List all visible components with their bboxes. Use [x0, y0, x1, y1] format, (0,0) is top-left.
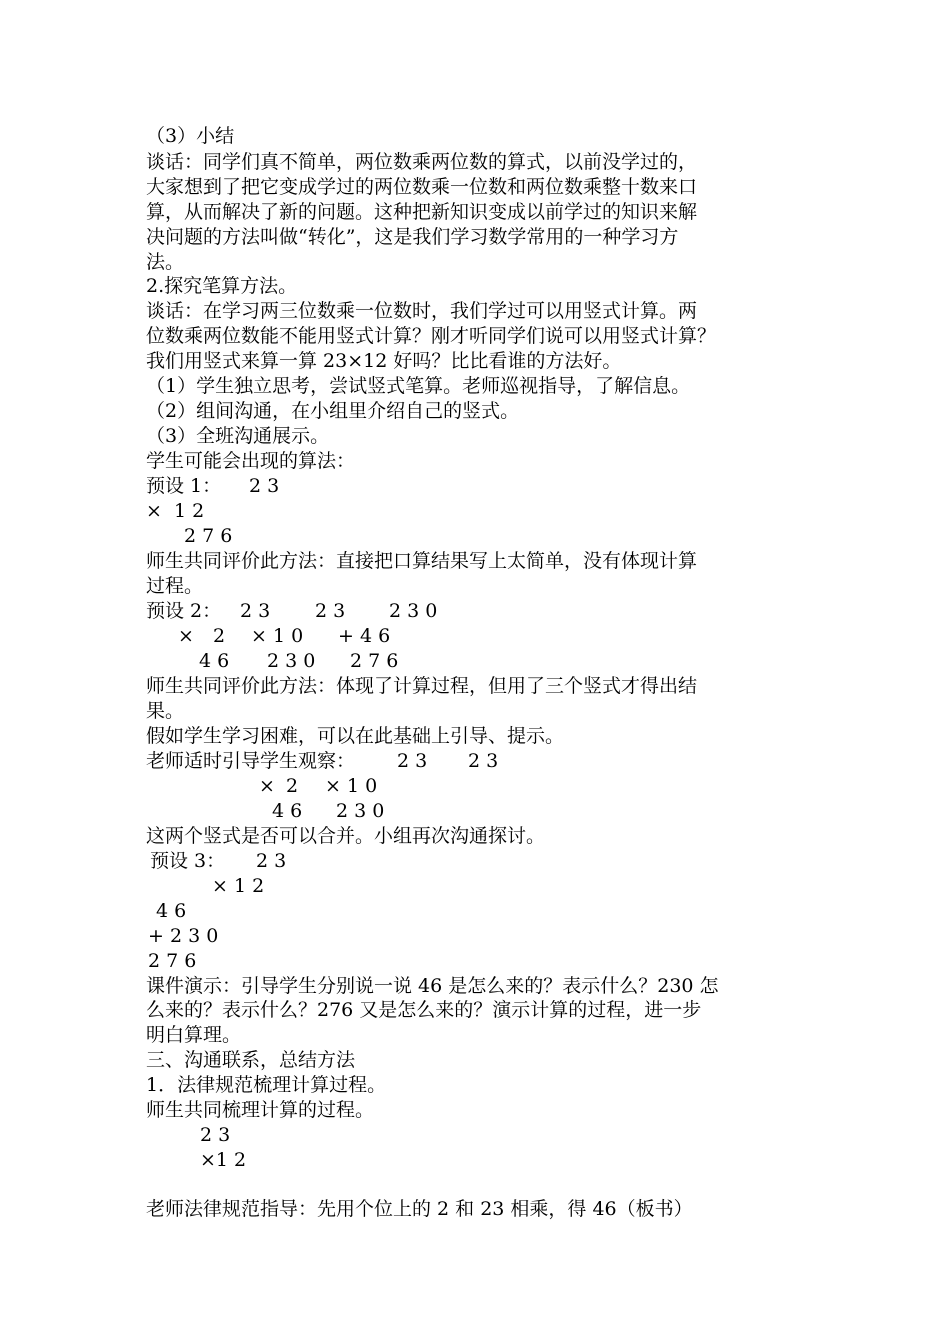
label: 预设 1：	[146, 475, 222, 497]
math: ×	[259, 775, 275, 797]
text-line: （3）全班沟通展示。	[146, 425, 330, 447]
math: × 1 2	[212, 875, 265, 897]
text-line: 2.探究笔算方法。	[146, 275, 298, 297]
text-line: （1）学生独立思考，尝试竖式笔算。老师巡视指导，了解信息。	[146, 375, 691, 397]
text-line: （2）组间沟通，在小组里介绍自己的竖式。	[146, 400, 520, 422]
math: 4 6	[199, 650, 230, 672]
math: 2 3	[240, 600, 271, 622]
math: + 4 6	[338, 625, 391, 647]
math: 4 6	[156, 900, 187, 922]
text-line: 谈话：同学们真不简单，两位数乘两位数的算式，以前没学过的，	[146, 151, 698, 173]
math: 2	[213, 625, 226, 647]
text-line: 果。	[146, 700, 185, 722]
text-line: 课件演示：引导学生分别说一说 46 是怎么来的？表示什么？230 怎	[146, 975, 719, 997]
text-line: 1．法律规范梳理计算过程。	[146, 1074, 387, 1096]
text-line: （3）小结	[146, 125, 235, 147]
math: 2 3	[397, 750, 428, 772]
math: 1 2	[174, 500, 205, 522]
math: 2 3	[249, 475, 280, 497]
text-line: 学生可能会出现的算法：	[146, 450, 356, 472]
math: 2 3 0	[267, 650, 316, 672]
text-line: 位数乘两位数能不能用竖式计算？刚才听同学们说可以用竖式计算？	[146, 325, 717, 347]
math: × 1 0	[325, 775, 378, 797]
math: ×	[178, 625, 194, 647]
math: 2 7 6	[184, 525, 233, 547]
text-line: 明白算理。	[146, 1024, 242, 1046]
label: 预设 2：	[146, 600, 222, 622]
text-line: 三、沟通联系，总结方法	[146, 1049, 356, 1071]
text-line: 算，从而解决了新的问题。这种把新知识变成以前学过的知识来解	[146, 201, 698, 223]
text-line: 假如学生学习困难，可以在此基础上引导、提示。	[146, 725, 565, 747]
text-line: 师生共同评价此方法：直接把口算结果写上太简单，没有体现计算	[146, 550, 698, 572]
math: 2	[286, 775, 299, 797]
math: + 2 3 0	[148, 925, 219, 947]
math: 2 3 0	[389, 600, 438, 622]
text-line: 师生共同梳理计算的过程。	[146, 1099, 375, 1121]
math: 2 3	[200, 1124, 231, 1146]
math: 2 7 6	[350, 650, 399, 672]
text-line: 决问题的方法叫做“转化”，这是我们学习数学常用的一种学习方	[146, 226, 679, 248]
text-line: 大家想到了把它变成学过的两位数乘一位数和两位数乘整十数来口	[146, 176, 698, 198]
math: ×1 2	[200, 1149, 247, 1171]
math: × 1 0	[251, 625, 304, 647]
math: 2 7 6	[148, 950, 197, 972]
text-line: 老师法律规范指导：先用个位上的 2 和 23 相乘，得 46（板书）	[146, 1198, 693, 1220]
math: 2 3	[468, 750, 499, 772]
text-line: 师生共同评价此方法：体现了计算过程，但用了三个竖式才得出结	[146, 675, 698, 697]
label: 预设 3：	[150, 850, 226, 872]
math: 2 3	[315, 600, 346, 622]
math: 2 3	[256, 850, 287, 872]
text-line: 过程。	[146, 575, 204, 597]
label: 老师适时引导学生观察：	[146, 750, 356, 772]
text-line: 我们用竖式来算一算 23×12 好吗？比比看谁的方法好。	[146, 350, 622, 372]
text-line: 法。	[146, 251, 185, 273]
text-line: 谈话：在学习两三位数乘一位数时，我们学过可以用竖式计算。两	[146, 300, 698, 322]
text-line: 这两个竖式是否可以合并。小组再次沟通探讨。	[146, 825, 546, 847]
math: 4 6	[272, 800, 303, 822]
math: ×	[146, 500, 162, 522]
math: 2 3 0	[336, 800, 385, 822]
text-line: 么来的？表示什么？276 又是怎么来的？演示计算的过程，进一步	[146, 999, 702, 1021]
